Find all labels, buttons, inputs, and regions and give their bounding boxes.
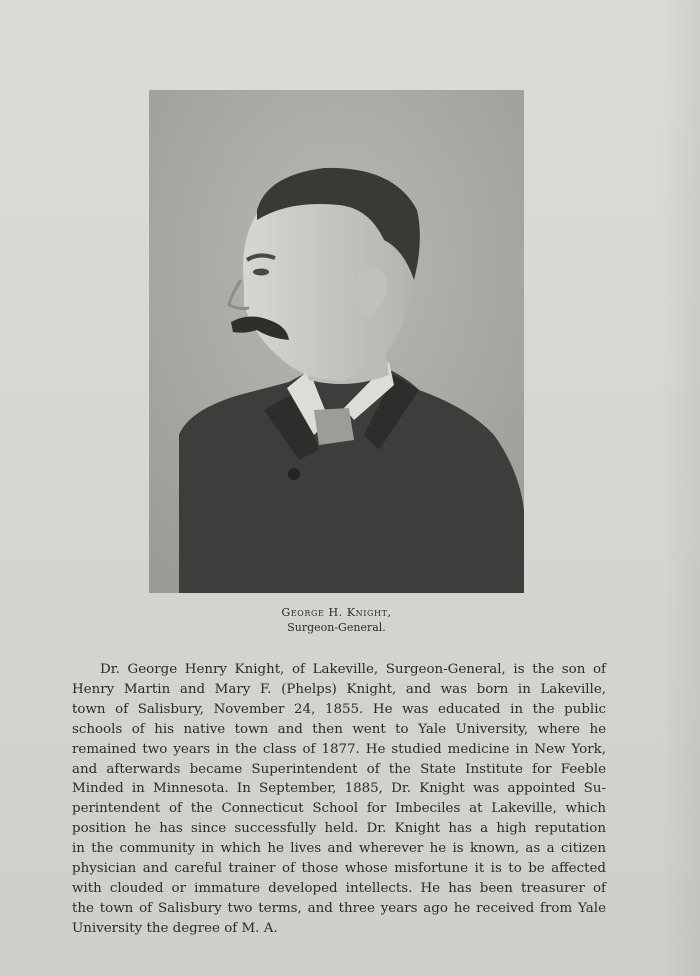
text-line: perintendent of the Connecticut School for Imbeciles at Lakeville, which [72, 801, 606, 817]
text-line: physician and careful trainer of those whose misfortune it is to be affected [72, 861, 606, 877]
text-line: and afterwards became Superintendent of the State Institute for Feeble [72, 761, 606, 777]
portrait-photograph [149, 90, 524, 593]
text-line: with clouded or immature developed intellects. He has been treasurer of [72, 880, 606, 896]
text-line: position he has since successfully held. Dr. Knight has a high reputation [72, 821, 606, 837]
text-line: Dr. George Henry Knight, of Lakeville, Surgeon-General, is the son of [100, 662, 606, 677]
text-line: the town of Salisbury two terms, and three years ago he received from Yale [72, 900, 606, 916]
biography-paragraph [72, 660, 606, 939]
text-line: town of Salisbury, November 24, 1855. He was educated in the public [72, 701, 606, 717]
caption-title: Surgeon-General. [287, 621, 386, 634]
text-line: Henry Martin and Mary F. (Phelps) Knight, and was born in Lakeville, [72, 681, 606, 697]
text-line: University the degree of M. A. [72, 920, 278, 936]
text-line: schools of his native town and then went to Yale University, where he [72, 721, 606, 737]
text-line: remained two years in the class of 1877. He studied medicine in New York, [72, 741, 606, 757]
text-line: in the community in which he lives and wherever he is known, as a citizen [72, 841, 606, 857]
portrait-caption [149, 605, 524, 635]
caption-name: George H. Knight, [281, 606, 392, 619]
text-line: Minded in Minnesota. In September, 1885, Dr. Knight was appointed Su- [72, 781, 606, 797]
